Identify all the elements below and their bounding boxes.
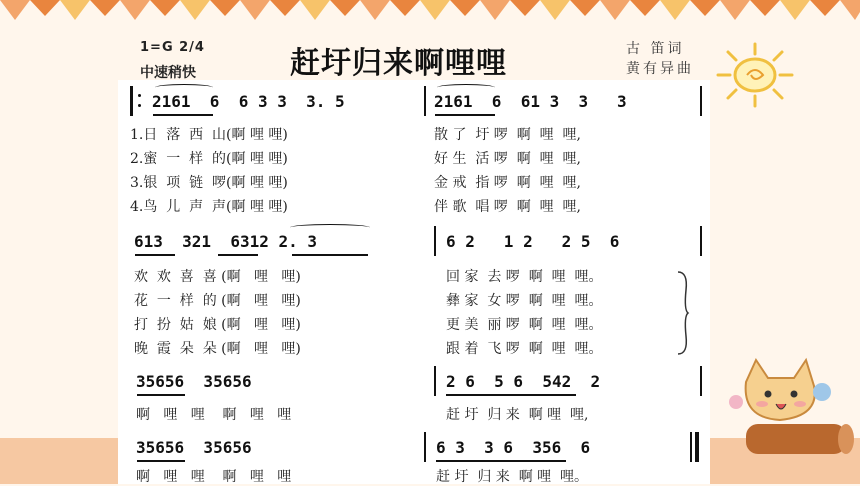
verse-line: 3.银 项 链 啰(啊 哩 哩) (130, 175, 288, 191)
barline (424, 432, 426, 462)
refrain-line: 赶 圩 归 来 啊 哩 哩, (446, 407, 589, 423)
notes-row3-b: 2 6 5 6 542 2 (446, 372, 601, 391)
repeat-start-barline (130, 86, 133, 116)
refrain-line: 赶 圩 归 来 啊 哩 哩。 (436, 469, 589, 485)
beam-underline (137, 394, 185, 396)
chorus-line: 跟 着 飞 啰 啊 哩 哩。 (446, 341, 603, 357)
notes-row2-b: 6 2 1 2 2 5 6 (446, 232, 620, 251)
refrain-line: 啊 哩 哩 啊 哩 哩 (136, 407, 292, 423)
slur (290, 224, 370, 231)
notes-row1-b: 2161 6 61 3 3 3 (434, 92, 627, 111)
lyricist-credit: 古 笛词 (626, 41, 685, 57)
notes-row2-a: 613 321 6312 2. 3 (134, 232, 318, 251)
slur (437, 84, 495, 91)
tempo-marking: 中速稍快 (140, 65, 196, 81)
verse-line: 金 戒 指 啰 啊 哩 哩, (434, 175, 581, 191)
verse-line: 2.蜜 一 样 的(啊 哩 哩) (130, 151, 288, 167)
final-barline-thick (695, 432, 699, 462)
chorus-line: 回 家 去 啰 啊 哩 哩。 (446, 269, 603, 285)
repeat-dot (138, 94, 141, 97)
barline (424, 86, 426, 116)
slur (155, 84, 213, 91)
bunting-decoration (0, 0, 860, 28)
barline (700, 86, 702, 116)
key-signature: 1=G 2/4 (140, 40, 205, 55)
barline (434, 226, 436, 256)
verse-line: 散 了 圩 啰 啊 哩 哩, (434, 127, 581, 143)
verse-line: 伴 歌 唱 啰 啊 哩 哩, (434, 199, 581, 215)
chorus-line: 彝 家 女 啰 啊 哩 哩。 (446, 293, 603, 309)
cat-mascot-icon (716, 352, 856, 462)
notes-row4-a: 35656 35656 (136, 438, 252, 457)
beam-underline (218, 254, 258, 256)
verse-line: 好 生 活 啰 啊 哩 哩, (434, 151, 581, 167)
brace-icon (676, 270, 690, 356)
chorus-line: 欢 欢 喜 喜 (啊 哩 哩) (134, 269, 301, 285)
chorus-line: 晚 霞 朵 朵 (啊 哩 哩) (134, 341, 301, 357)
composer-credit: 黄有异曲 (626, 61, 694, 77)
beam-underline (135, 254, 175, 256)
final-barline-thin (690, 432, 692, 462)
chorus-line: 打 扮 姑 娘 (啊 哩 哩) (134, 317, 301, 333)
refrain-line: 啊 哩 哩 啊 哩 哩 (136, 469, 292, 485)
barline (700, 226, 702, 256)
verse-line: 1.日 落 西 山(啊 哩 哩) (130, 127, 288, 143)
chorus-line: 花 一 样 的 (啊 哩 哩) (134, 293, 301, 309)
beam-underline (153, 114, 213, 116)
verse-line: 4.鸟 儿 声 声(啊 哩 哩) (130, 199, 288, 215)
barline (434, 366, 436, 396)
notes-row3-a: 35656 35656 (136, 372, 252, 391)
notes-row1-a: 2161 6 6 3 3 3. 5 (152, 92, 345, 111)
barline (700, 366, 702, 396)
beam-underline (436, 460, 566, 462)
beam-underline (292, 254, 368, 256)
beam-underline (446, 394, 576, 396)
sun-icon (710, 40, 800, 110)
repeat-dot (138, 104, 141, 107)
notes-row4-b: 6 3 3 6 356 6 (436, 438, 591, 457)
beam-underline (137, 460, 185, 462)
beam-underline (435, 114, 495, 116)
chorus-line: 更 美 丽 啰 啊 哩 哩。 (446, 317, 603, 333)
song-title: 赶圩归来啊哩哩 (290, 46, 507, 81)
